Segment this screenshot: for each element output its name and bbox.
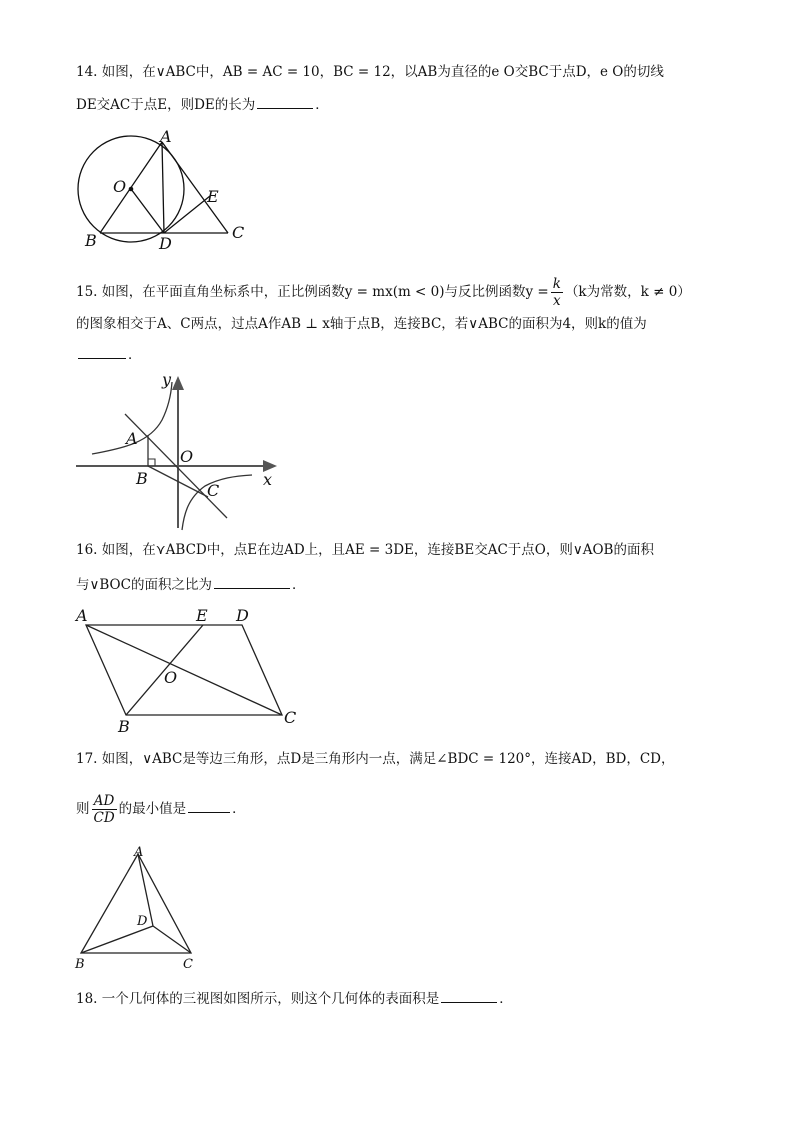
q15-fraction: $\frac{k}{x}$ [552,276,561,309]
q15-line3: ． [76,344,142,365]
label-c: C [232,223,245,242]
label-a: A [126,429,138,448]
label-c: C [183,957,193,972]
q16-answer-blank[interactable] [214,574,290,589]
q14-figure [70,128,260,254]
label-c: C [207,481,220,500]
label-x: x [263,470,273,489]
q15-answer-blank[interactable] [78,344,126,359]
label-e: E [196,606,208,625]
label-o: O [164,668,178,687]
q17-fraction: $\frac{AD}{CD}$ [93,793,115,826]
q16-line2: 与∨BOC的面积之比为 ． [76,574,305,595]
label-b: B [136,469,148,488]
label-o: O [113,177,127,196]
q17-answer-blank[interactable] [188,798,230,813]
label-d: D [159,234,172,253]
q16-line1: 16. 如图，在⋎ABCD中，点E在边AD上，且AE = 3DE，连接BE交AC于点O，则∨AOB的面积 [76,542,654,558]
q15-line1: 15. 如图，在平面直角坐标系中，正比例函数y = mx(m < 0)与反比例函数y = $\frac{k}{x}$ （k为常数，k ≠ 0） [76,276,691,309]
label-y: y [162,370,172,389]
q17-figure [70,842,210,972]
label-o: O [180,447,194,466]
label-d: D [236,606,249,625]
q16-figure [70,602,310,737]
label-a: A [160,128,172,146]
q15-figure [70,368,290,533]
label-b: B [118,717,130,736]
label-b: B [85,231,97,250]
q17-line2: 则 $\frac{AD}{CD}$ 的最小值是 ． [76,793,246,826]
q18-answer-blank[interactable] [441,988,497,1003]
q14-line1: 14. 如图，在∨ABC中，AB = AC = 10，BC = 12，以AB为直径的e O交BC于点D，e O的切线 [76,64,664,80]
label-a: A [134,845,144,860]
label-e: E [207,187,219,206]
q15-line2: 的图象相交于A、C两点，过点A作AB ⊥ x轴于点B，连接BC，若∨ABC的面积为4，则k的值为 [76,316,647,332]
q18-line1: 18. 一个几何体的三视图如图所示，则这个几何体的表面积是 ． [76,988,513,1009]
q14-line2: DE交AC于点E，则DE的长为 ． [76,94,329,115]
label-a: A [76,606,88,625]
q14-answer-blank[interactable] [257,94,313,109]
q17-line1: 17. 如图，∨ABC是等边三角形，点D是三角形内一点，满足∠BDC = 120°，连接AD，BD，CD， [76,751,675,767]
label-c: C [284,708,297,727]
label-b: B [75,957,85,972]
label-d: D [137,914,148,929]
